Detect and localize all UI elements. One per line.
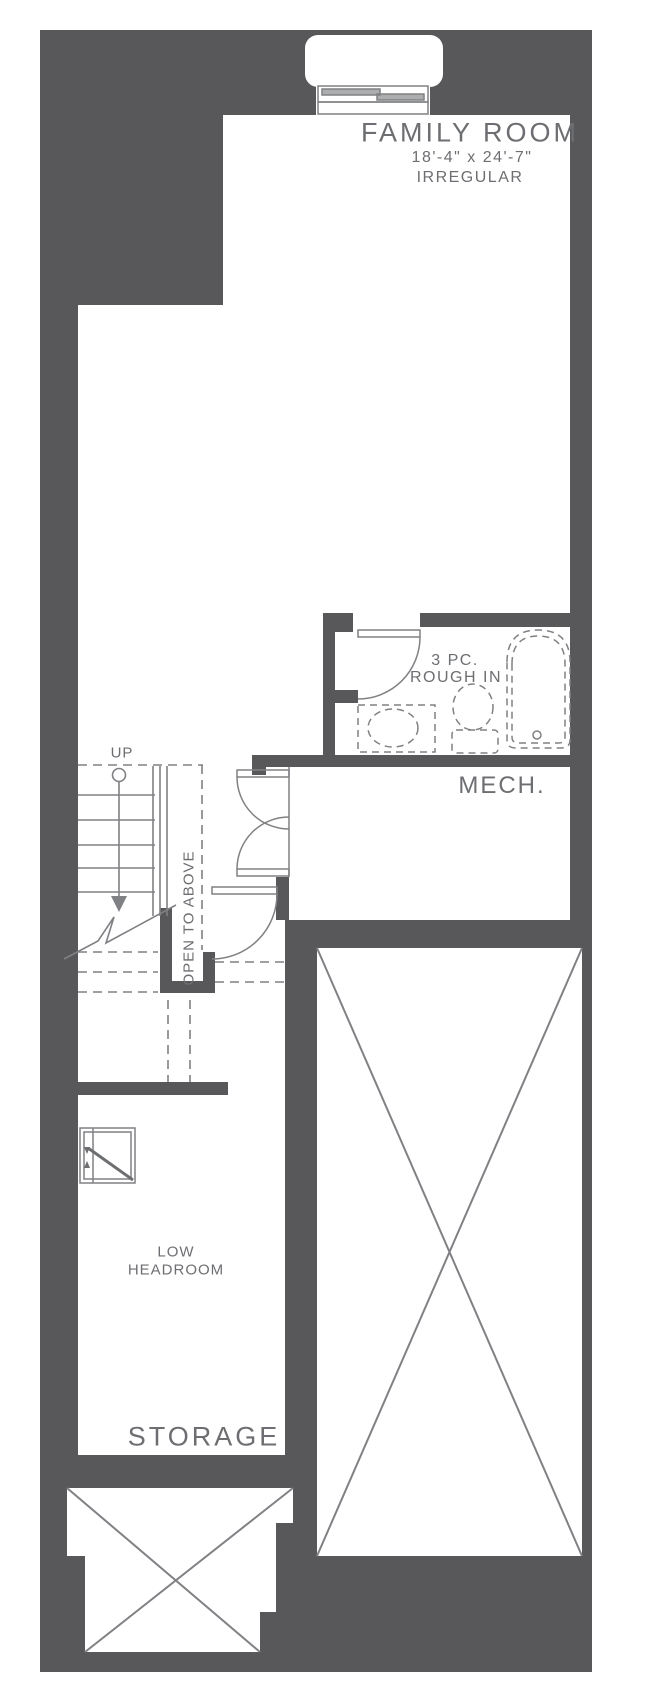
open-to-above-label: OPEN TO ABOVE: [180, 850, 198, 986]
bathroom-label-line2: ROUGH IN: [410, 669, 502, 686]
mech-room-label: MECH.: [458, 772, 546, 799]
storage-label: STORAGE: [127, 1421, 281, 1452]
family-room-label: FAMILY ROOM: [360, 117, 580, 148]
window-well: [305, 35, 443, 87]
porch-slab: [67, 1488, 293, 1652]
low-headroom-label-line2: HEADROOM: [127, 1261, 225, 1279]
bathroom-label-line1: 3 PC.: [431, 652, 479, 669]
family-room-note: IRREGULAR: [416, 169, 524, 186]
low-headroom-label-line1: LOW: [157, 1243, 195, 1261]
stairs-up-label: UP: [110, 744, 134, 762]
family-room-dimensions: 18'-4" x 24'-7": [411, 149, 533, 166]
